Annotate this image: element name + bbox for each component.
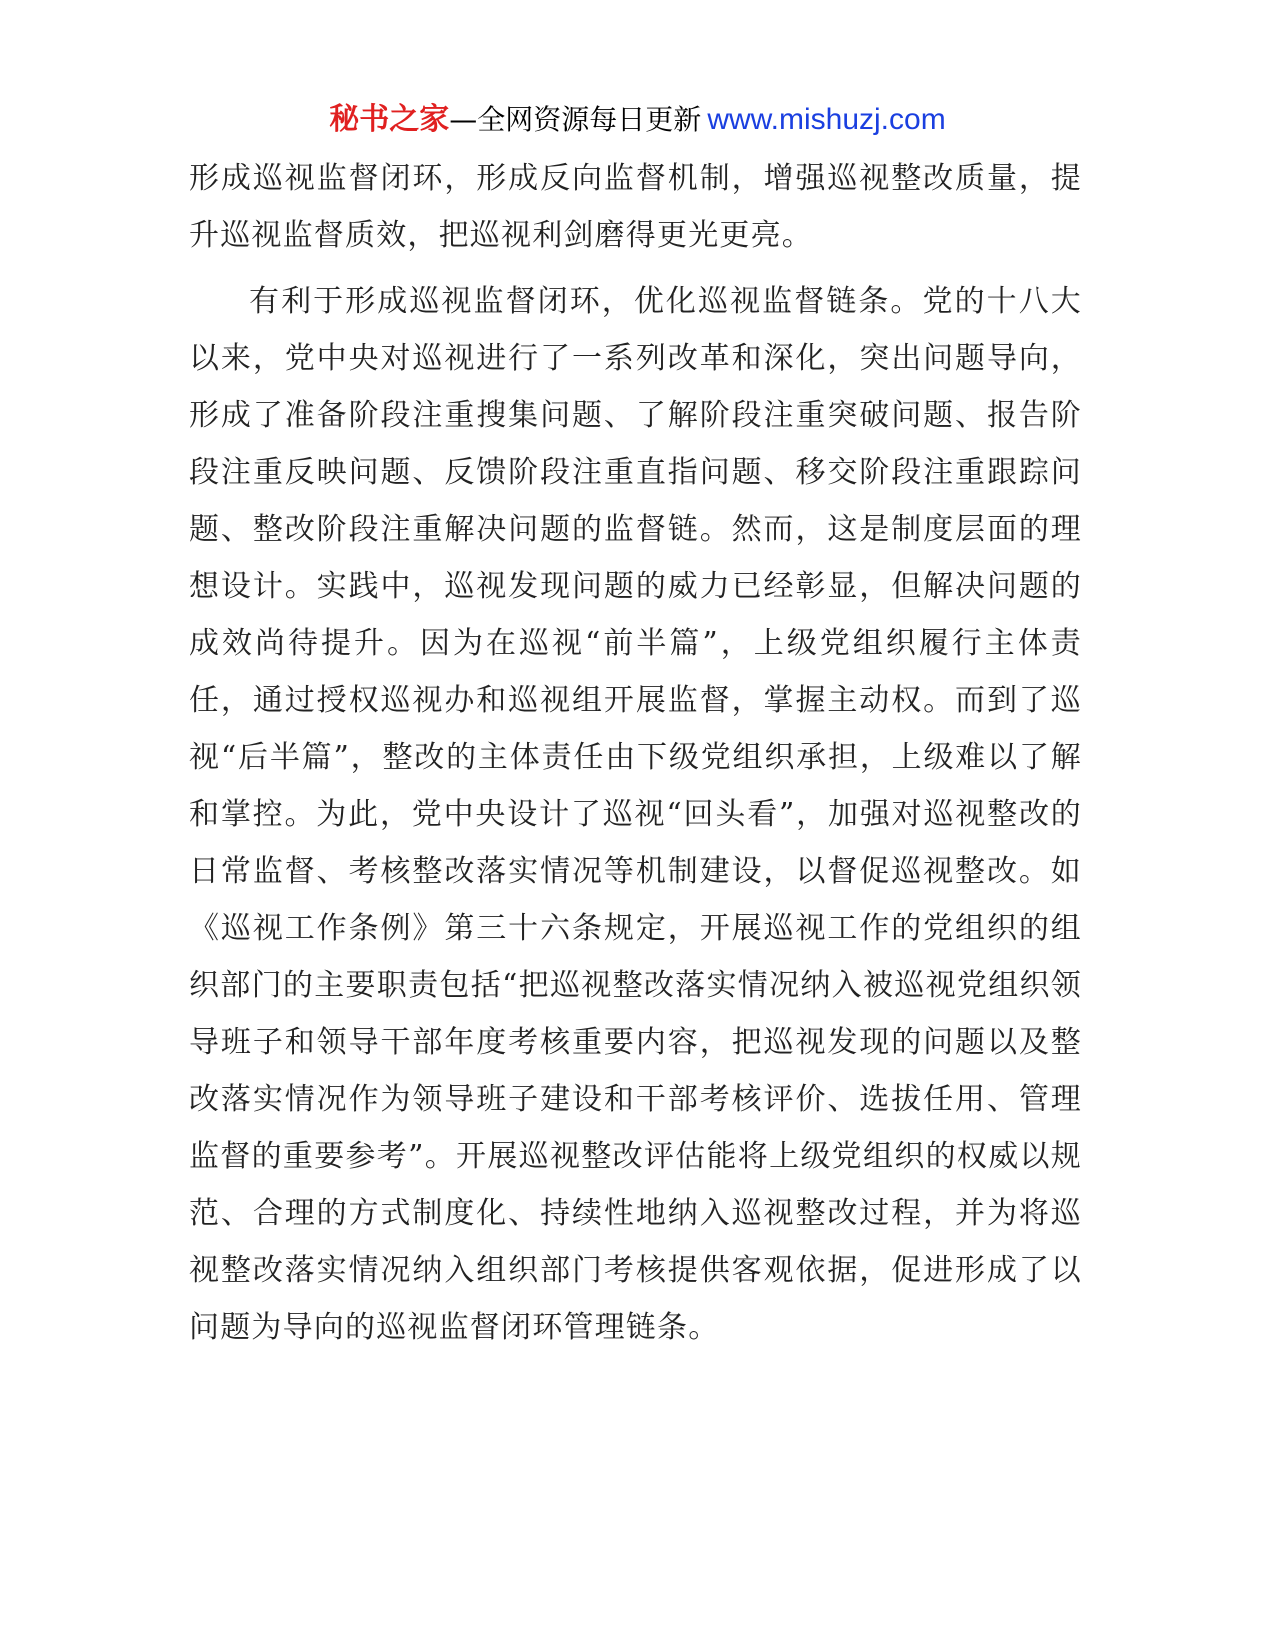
paragraph-main: 有利于形成巡视监督闭环，优化巡视监督链条。党的十八大以来，党中央对巡视进行了一系列改革和深化，突出问题导向，形成了准备阶段注重搜集问题、了解阶段注重突破问题、报告阶段注重反映问题、反馈阶段注重直指问题、移交阶段注重跟踪问题、整改阶段注重解决问题的监督链。然而，这是制度层面的理想设计。实践中，巡视发现问题的威力已经彰显，但解决问题的成效尚待提升。因为在巡视“前半篇”，上级党组织履行主体责任，通过授权巡视办和巡视组开展监督，掌握主动权。而到了巡视“后半篇”，整改的主体责任由下级党组织承担，上级难以了解和掌控。为此，党中央设计了巡视“回头看”，加强对巡视整改的日常监督、考核整改落实情况等机制建设，以督促巡视整改。如《巡视工作条例》第三十六条规定，开展巡视工作的党组织的组织部门的主要职责包括“把巡视整改落实情况纳入被巡视党组织领导班子和领导干部年度考核重要内容，把巡视发现的问题以及整改落实情况作为领导班子建设和干部考核评价、选拔任用、管理监督的重要参考”。开展巡视整改评估能将上级党组织的权威以规范、合理的方式制度化、持续性地纳入巡视整改过程，并为将巡视整改落实情况纳入组织部门考核提供客观依据，促进形成了以问题为导向的巡视监督闭环管理链条。 [189, 284, 1082, 1345]
paragraph-continuation: 形成巡视监督闭环，形成反向监督机制，增强巡视整改质量，提升巡视监督质效，把巡视利剑磨得更光更亮。 [189, 161, 1082, 253]
document-body [189, 150, 1082, 1356]
header-tagline: —全网资源每日更新 [449, 103, 702, 136]
brand-name: 秘书之家 [329, 102, 450, 137]
page-header [0, 100, 1275, 140]
header-url-link[interactable]: www.mishuzj.com [707, 103, 946, 136]
